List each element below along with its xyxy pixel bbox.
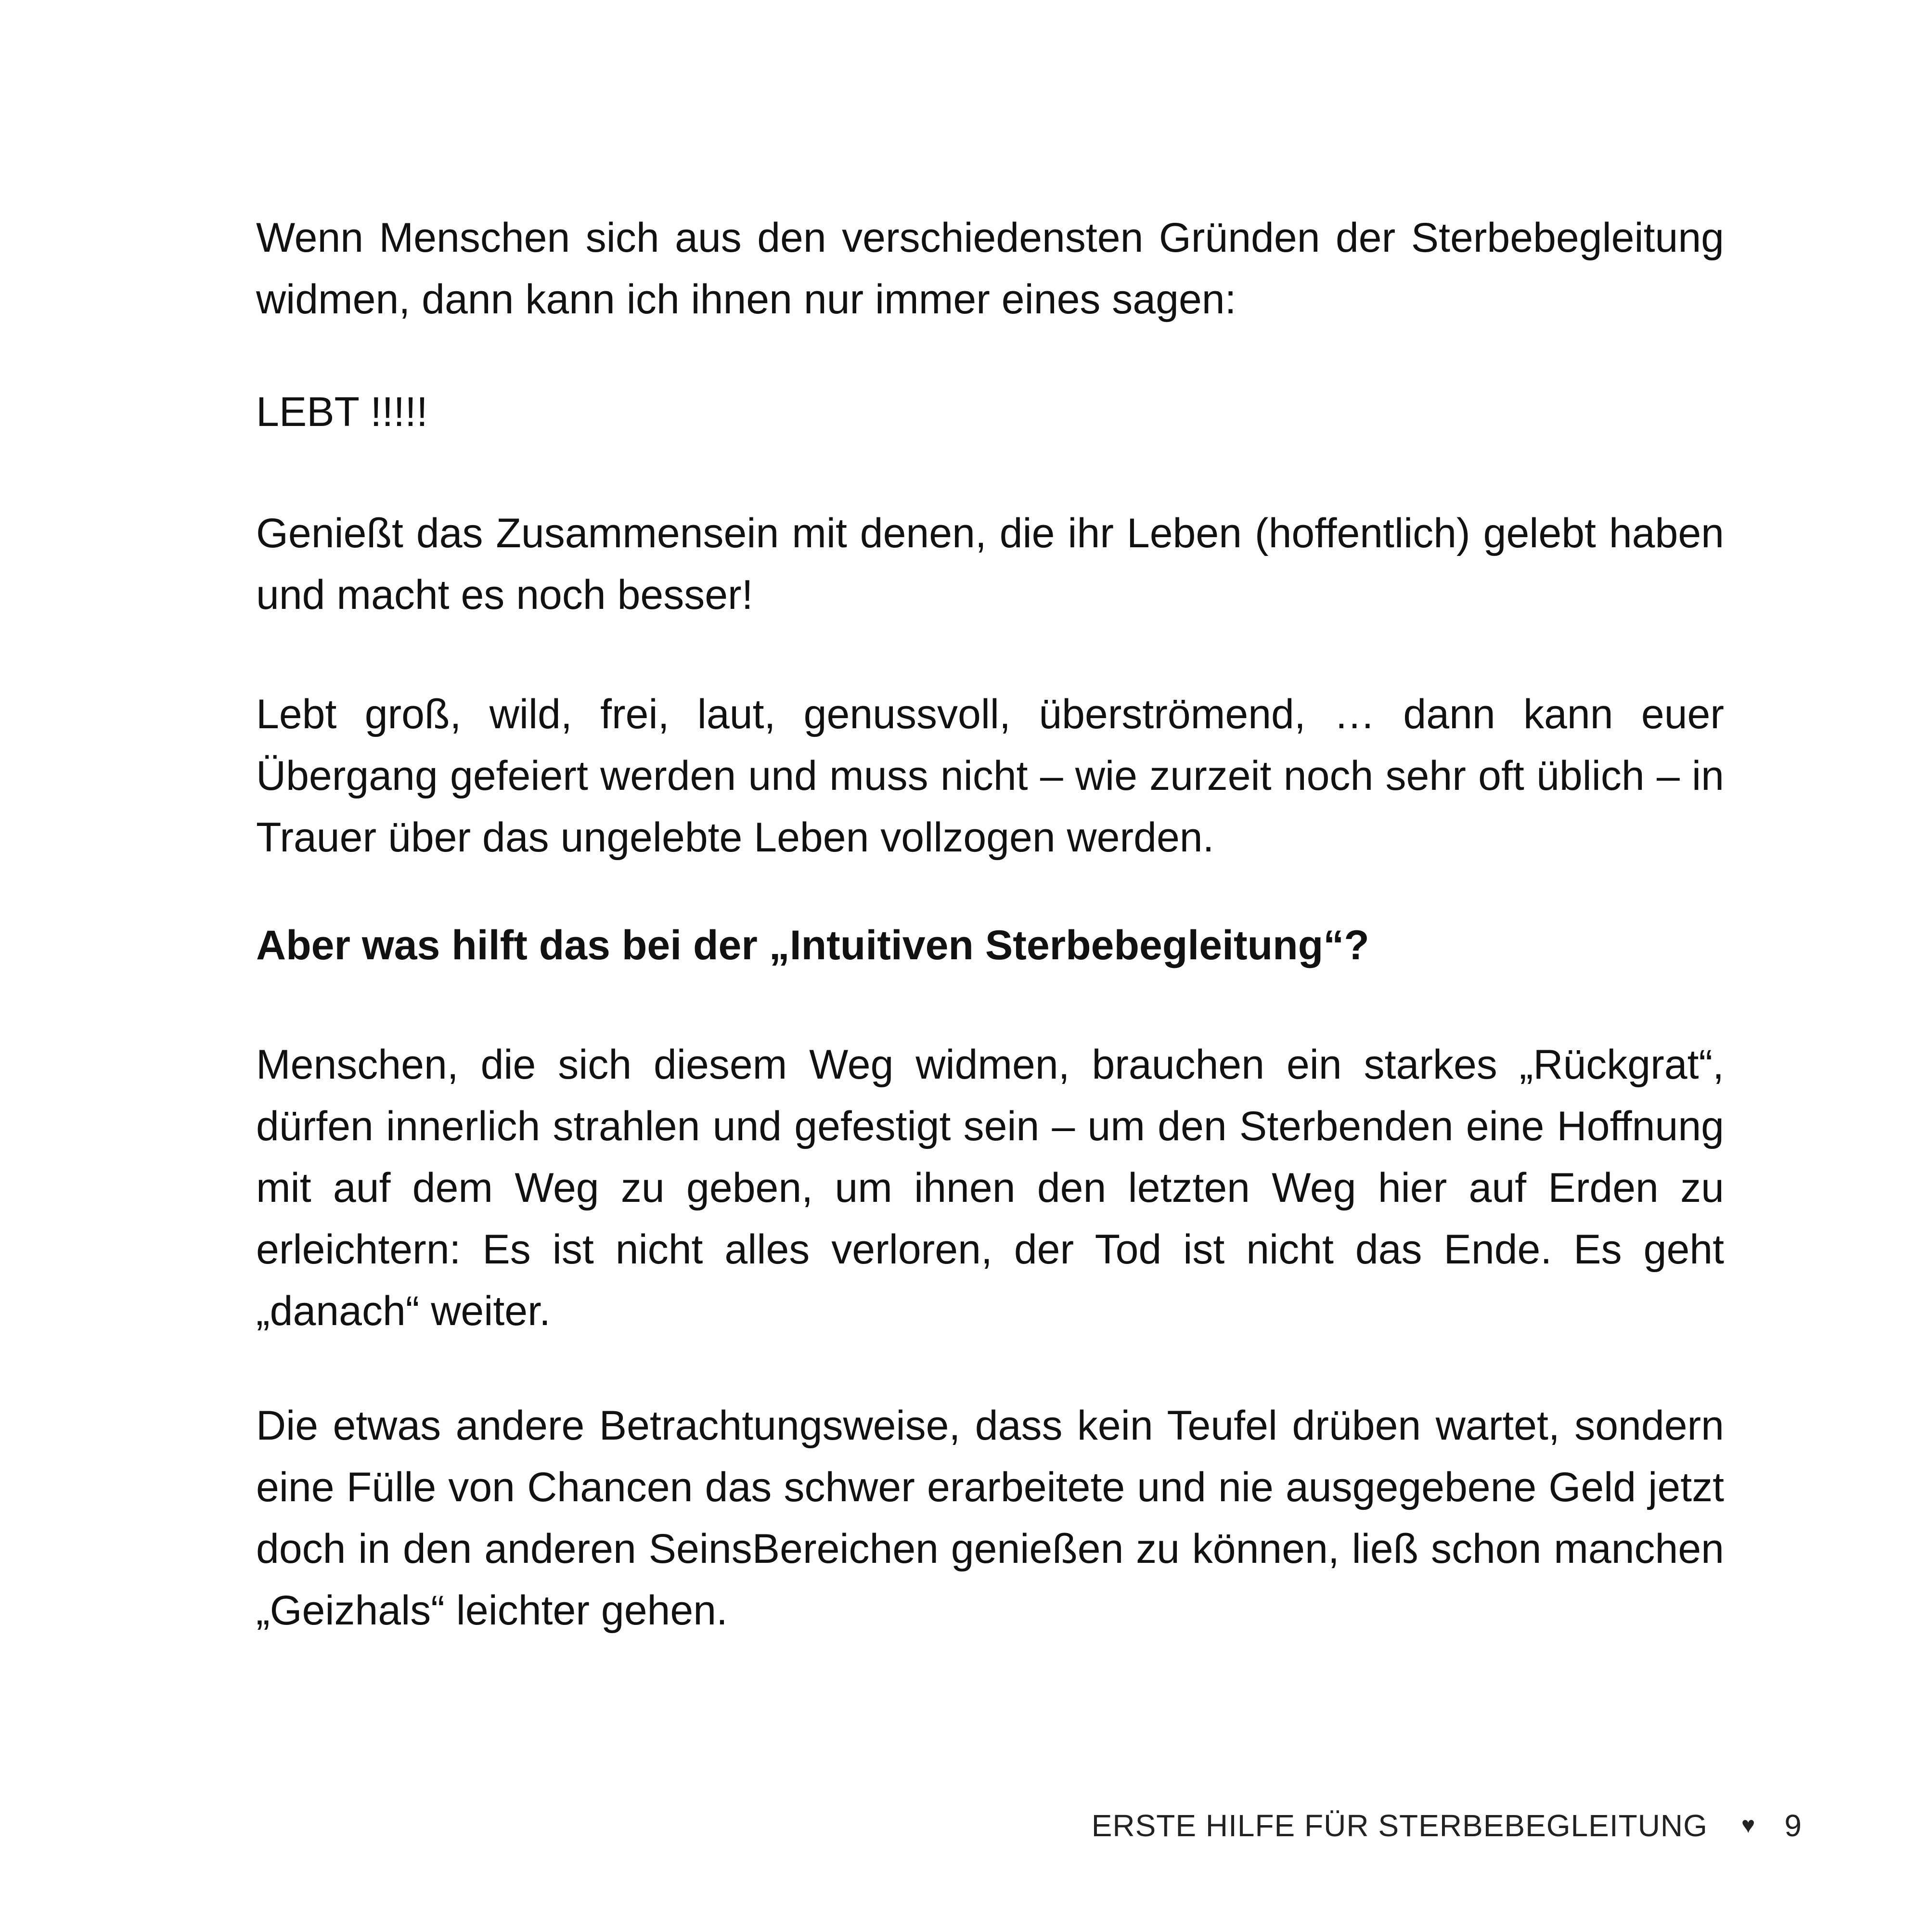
heart-icon: ♥ xyxy=(1741,1813,1756,1838)
page-footer xyxy=(1092,1799,1802,1852)
paragraph-intro: Wenn Menschen sich aus den verschiedensten Gründen der Sterbebegleitung widmen, dann kann ich ihnen nur immer eines sagen: xyxy=(256,215,1724,322)
section-heading: Aber was hilft das bei der „Intuitiven Sterbebegleitung“? xyxy=(256,922,1369,968)
paragraph-rueckgrat: Menschen, die sich diesem Weg widmen, brauchen ein starkes „Rückgrat“, dürfen innerlich strahlen und gefestigt sein – um den Sterbenden eine Hoffnung mit auf dem Weg zu geben, um ihnen den letzten Weg hier auf Erden zu erleichtern: Es ist nicht alles verloren, der Tod ist nicht das Ende. Es geht „danach“ weiter. xyxy=(256,1042,1724,1334)
paragraph-betrachtungsweise: Die etwas andere Betrachtungsweise, dass kein Teufel drüben wartet, sondern eine Fülle von Chancen das schwer erarbeitete und nie ausgegebene Geld jetzt doch in den anderen SeinsBereichen genießen zu können, ließ schon manchen „Geizhals“ leichter gehen. xyxy=(256,1403,1724,1634)
paragraph-geniesst: Genießt das Zusammensein mit denen, die ihr Leben (hoffentlich) gelebt haben und macht es noch besser! xyxy=(256,510,1724,618)
footer-title: ERSTE HILFE FÜR STERBEBEGLEITUNG xyxy=(1091,1808,1708,1843)
paragraph-lebt-gross: Lebt groß, wild, frei, laut, genussvoll, überströmend, … dann kann euer Übergang gefeiert werden und muss nicht – wie zurzeit noch sehr oft üblich – in Trauer über das ungelebte Leben vollzogen werden. xyxy=(256,691,1724,861)
paragraph-lebt: LEBT !!!!! xyxy=(256,389,428,435)
page-number: 9 xyxy=(1784,1808,1802,1843)
